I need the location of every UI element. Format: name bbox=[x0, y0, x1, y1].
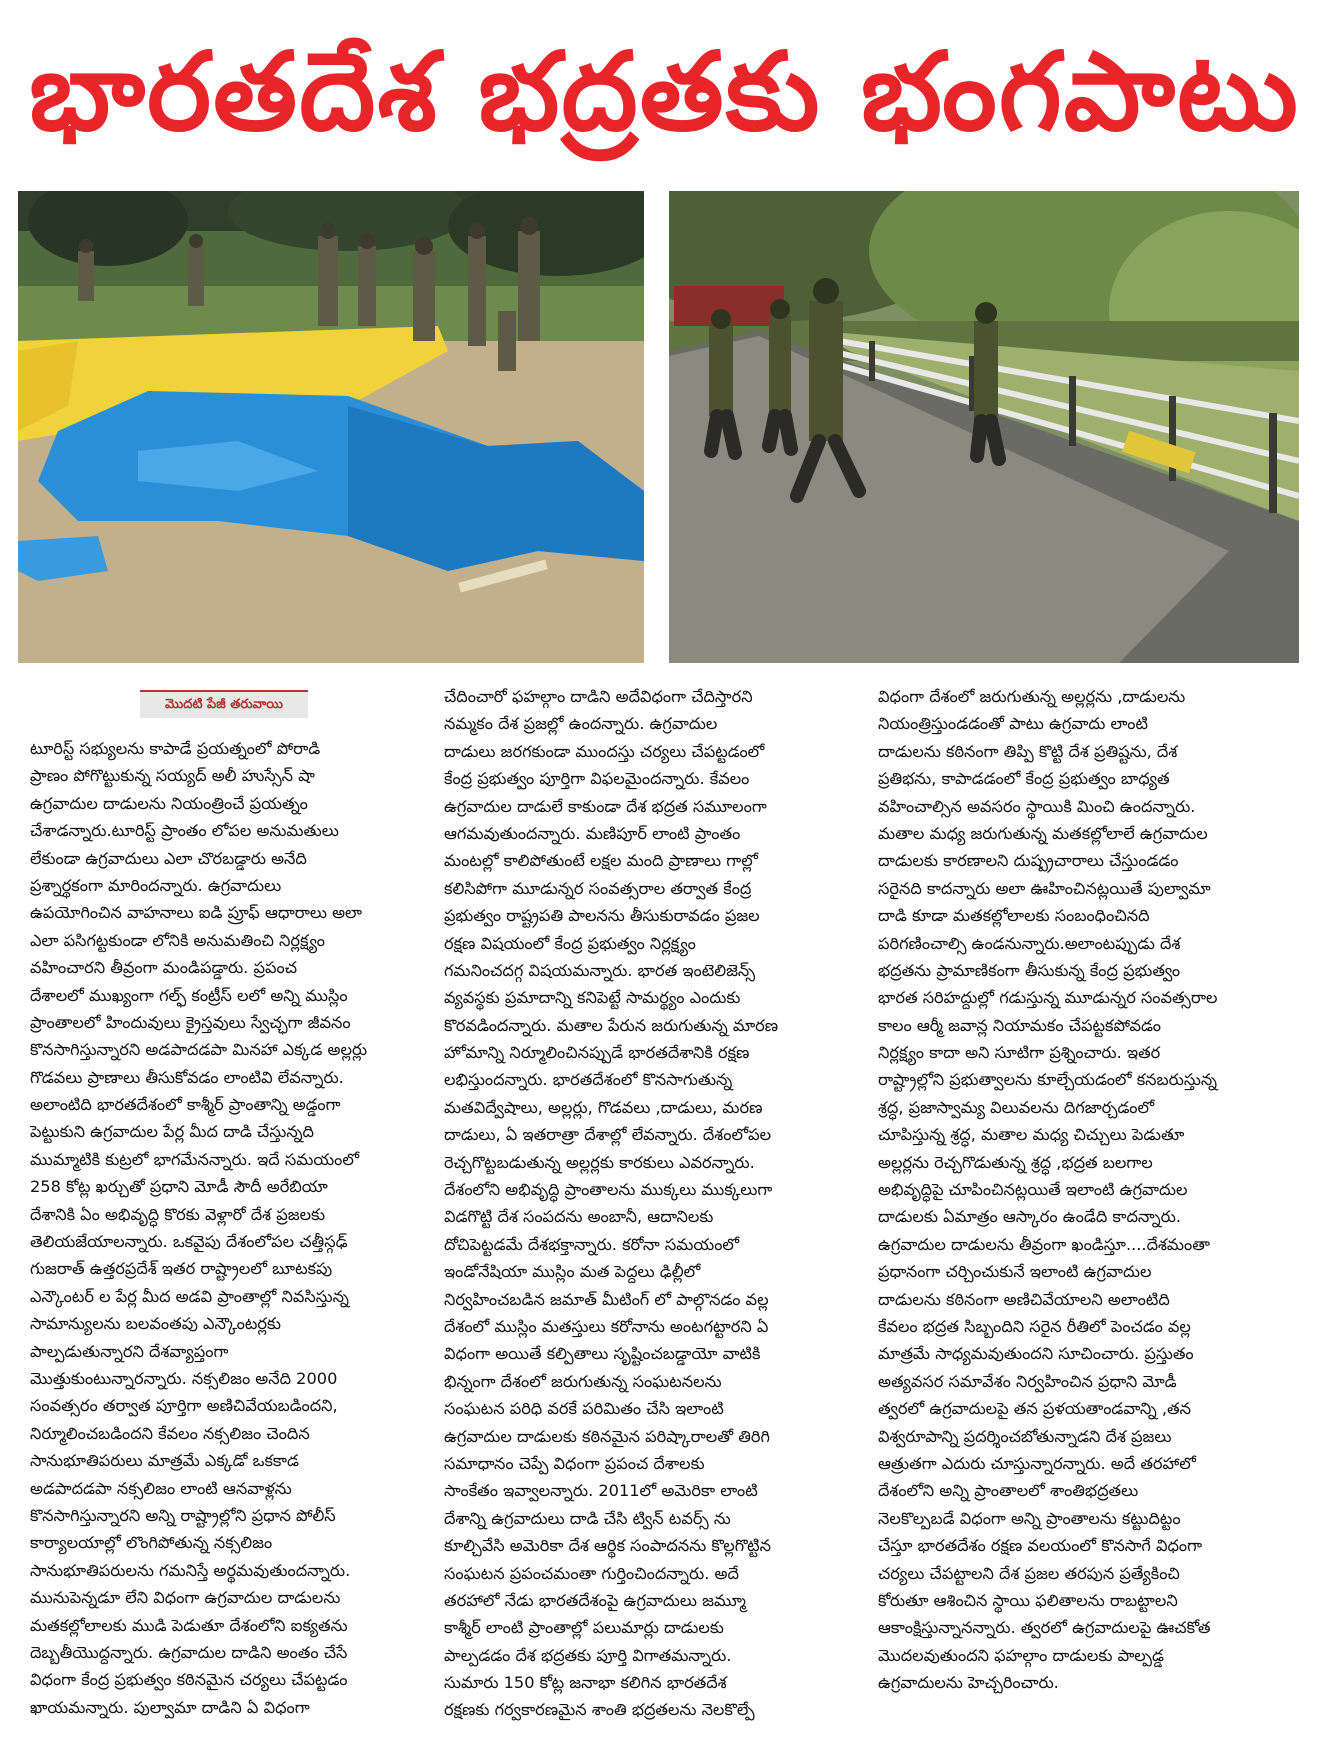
article-column-2 bbox=[444, 683, 866, 1724]
article-line: దేశంలోని అభివృద్ధి ప్రాంతాలను ముక్కలు ముక్కలుగా bbox=[444, 1180, 773, 1200]
article-column-3 bbox=[878, 683, 1298, 1696]
article-line: ఆకాంక్షిస్తున్నానన్నారు. త్వరలో ఉగ్రవాదులపై ఊచకోత bbox=[878, 1618, 1211, 1638]
article-line: కాలం ఆర్మీ జవాన్ల నియామకం చేపట్టకపోవడం bbox=[878, 1015, 1161, 1035]
article-line: సంఘటన పరిధి వరకే పరిమితం చేసి ఇలాంటి bbox=[444, 1399, 724, 1419]
article-line: కొనసాగిస్తున్నారని అడపాదడపా మినహా ఎక్కడ అల్లర్లు bbox=[30, 1040, 368, 1060]
article-line: చూపిస్తున్న శ్రద్ధ, మతాల మధ్య చిచ్చులు పెడుతూ bbox=[878, 1125, 1185, 1145]
article-line: ఉగ్రవాదుల దాడులను తీవ్రంగా ఖండిస్తూ....దేశమంతా bbox=[878, 1234, 1210, 1254]
article-line: టూరిస్ట్ సభ్యులను కాపాడే ప్రయత్నంలో పోరాడి bbox=[30, 739, 321, 758]
article-line: కొరవడిందన్నారు. మతాల పేరున జరుగుతున్న మారణ bbox=[444, 1015, 779, 1035]
article-line: రక్షణ విషయంలో కేంద్ర ప్రభుత్వం నిర్లక్ష్యం bbox=[444, 933, 696, 953]
continued-from-front-page-tag: మొదటి పేజీ తరువాయి bbox=[140, 690, 308, 718]
article-line: త్వరలో ఉగ్రవాదులపై తన ప్రళయతాండవాన్ని ,తన bbox=[878, 1399, 1191, 1419]
article-line: పరిగణించాల్సి ఉండనున్నారు.అలాంటప్పుడు దేశ bbox=[878, 933, 1181, 953]
article-line: లభిస్తుందన్నారు. భారతదేశంలో కొనసాగుతున్న bbox=[444, 1070, 733, 1090]
article-line: కేంద్ర ప్రభుత్వం పూర్తిగా విఫలమైందన్నారు. కేవలం bbox=[444, 769, 750, 789]
article-line: దాడి కూడా మతకల్లోలాలకు సంబంధించినది bbox=[878, 906, 1150, 926]
photo-right-illustration bbox=[669, 191, 1299, 663]
article-line: గుజరాత్ ఉత్తరప్రదేశ్ ఇతర రాష్ట్రాలలో బూటకపు bbox=[30, 1259, 333, 1279]
article-line: దాడులను కఠినంగా అణిచివేయాలని అలాంటిది bbox=[878, 1289, 1170, 1309]
article-line: నిర్లక్ష్యం కాదా అని సూటిగా ప్రశ్నించారు. ఇతర bbox=[878, 1043, 1161, 1063]
article-line: సంఘటన ప్రపంచమంతా గుర్తించిందన్నారు. అదే bbox=[444, 1563, 739, 1583]
article-line: ప్రశ్నార్థకంగా మారిందన్నారు. ఉగ్రవాదులు bbox=[30, 875, 282, 895]
article-column-1 bbox=[30, 735, 428, 1721]
article-line: దాడులు జరగకుండా ముందస్తు చర్యలు చేపట్టడంలో bbox=[444, 741, 765, 761]
article-line: ప్రతిభను, కాపాడడంలో కేంద్ర ప్రభుత్వం బాధ్యత bbox=[878, 769, 1170, 789]
article-line: వహించారని తీవ్రంగా మండిపడ్డారు. ప్రపంచ bbox=[30, 958, 298, 978]
article-line: అల్లర్లను రెచ్చగొడుతున్న శ్రద్ధ ,భద్రత బలగాల bbox=[878, 1152, 1153, 1172]
article-line: ఎలా పసిగట్టకుండా లోనికి అనుమతించి నిర్లక్ష్యం bbox=[30, 930, 325, 950]
article-line: మొత్తుకుంటున్నారన్నారు. నక్సలిజం అనేది 2000 bbox=[30, 1368, 338, 1388]
article-line: భిన్నంగా దేశంలో జరుగుతున్న సంఘటనలను bbox=[444, 1371, 722, 1391]
article-line: 258 కోట్ల ఖర్చుతో ప్రధాని మోడీ సౌదీ అరేబియా bbox=[30, 1177, 328, 1197]
article-line: ఆత్రుతగా ఎదురు చూస్తున్నారన్నారు. అదే తరహాలో bbox=[878, 1453, 1196, 1473]
article-line: దేశానికి ఏం అభివృద్ధి కొరకు వెళ్లారో దేశ ప్రజలకు bbox=[30, 1204, 326, 1224]
article-line: ఉగ్రవాదుల దాడులే కాకుండా దేశ భద్రత సమూలంగా bbox=[444, 796, 767, 816]
article-line: ఉగ్రవాదుల దాడులను నియంత్రించే ప్రయత్నం bbox=[30, 793, 308, 813]
article-line: ఉగ్రవాదులను హెచ్చరించారు. bbox=[878, 1673, 1059, 1693]
article-line: గొడవలు ప్రాణాలు తీసుకోవడం లాంటివి లేవన్నారు. bbox=[30, 1067, 344, 1087]
article-line: హోమాన్ని నిర్మూలించినప్పుడే భారతదేశానికి రక్షణ bbox=[444, 1043, 750, 1063]
article-line: భారత సరిహద్దుల్లో గడుస్తున్న మూడున్నర సంవత్సరాల bbox=[878, 988, 1218, 1008]
article-line: నిర్మూలించబడిందని కేవలం నక్సలిజం చెందిన bbox=[30, 1423, 310, 1443]
article-line: తెలియజేయాలన్నారు. ఒకవైపు దేశంలోపల చత్తీస్గఢ్ bbox=[30, 1232, 348, 1252]
photo-tarps-soldiers bbox=[18, 191, 644, 663]
article-line: నెలకొల్పబడే విధంగా అన్ని ప్రాంతాలను కట్టుదిట్టం bbox=[878, 1508, 1181, 1528]
article-line: మంటల్లో కాలిపోతుంటే లక్షల మంది ప్రాణాలు గాల్లో bbox=[444, 851, 758, 871]
article-line: నియంత్రిస్తుండడంతో పాటు ఉగ్రవాదు లాంటి bbox=[878, 714, 1148, 734]
article-line: సరైనది కాదన్నారు అలా ఊహించినట్లయితే పుల్వామా bbox=[878, 878, 1211, 898]
article-line: ఆగమవుతుందన్నారు. మణిపూర్ లాంటి ప్రాంతం bbox=[444, 823, 741, 843]
article-line: కోరుతూ ఆశించిన స్థాయి ఫలితాలను రాబట్టాలని bbox=[878, 1590, 1178, 1610]
article-line: కొనసాగిస్తున్నారని అన్ని రాష్ట్రాల్లోని ప్రధాన పోలీస్ bbox=[30, 1505, 336, 1525]
article-line: మతకల్లోలాలకు ముడి పెడుతూ దేశంలోని ఐక్యతను bbox=[30, 1615, 348, 1635]
article-line: విడగొట్టి దేశ సంపదను అంబానీ, ఆదానిలకు bbox=[444, 1207, 714, 1227]
photo-left-illustration bbox=[18, 191, 644, 663]
article-line: కూల్చివేసి అమెరికా దేశ ఆర్థిక సంపాదనను కొల్లగొట్టిన bbox=[444, 1536, 771, 1556]
article-line: రక్షణకు గర్వకారణమైన శాంతి భద్రతలను నెలకొల్పే bbox=[444, 1700, 755, 1720]
article-line: వ్యవస్థకు ప్రమాదాన్ని కనిపెట్టే సామర్థ్యం ఎందుకు bbox=[444, 988, 741, 1008]
article-line: ఉపయోగించిన వాహనాలు ఐడి ప్రూఫ్ ఆధారాలు అలా bbox=[30, 903, 362, 923]
article-line: దేశాన్ని ఉగ్రవాదులు దాడి చేసి ట్విన్ టవర్స్ ను bbox=[444, 1508, 731, 1528]
article-line: సంవత్సరం తర్వాత పూర్తిగా అణిచివేయబడిందని, bbox=[30, 1396, 338, 1416]
article-line: అభివృద్ధిపై చూపించినట్లయితే ఇలాంటి ఉగ్రవాదుల bbox=[878, 1180, 1188, 1200]
article-line: దేశాలలో ముఖ్యంగా గల్ఫ్ కంట్రీస్ లలో అన్ని ముస్లిం bbox=[30, 985, 348, 1005]
article-line: దాడులకు కారణాలని దుష్ప్రచారాలు చేస్తుండడం bbox=[878, 851, 1179, 871]
article-line: పాల్పడుతున్నారని దేశవ్యాప్తంగా bbox=[30, 1341, 229, 1361]
article-line: ప్రభుత్వం రాష్ట్రపతి పాలనను తీసుకురావడం ప్రజల bbox=[444, 906, 760, 926]
article-line: విధంగా కేంద్ర ప్రభుత్వం కఠినమైన చర్యలు చేపట్టడం bbox=[30, 1670, 348, 1690]
article-line: రాష్ట్రాల్లోని ప్రభుత్వాలను కూల్చేయడంలో కనబరుస్తున్న bbox=[878, 1070, 1218, 1090]
article-line: అత్యవసర సమావేశం నిర్వహించిన ప్రధాని మోడీ bbox=[878, 1371, 1177, 1391]
article-line: సామాన్యులను బలవంతపు ఎన్కౌంటర్లకు bbox=[30, 1314, 282, 1334]
article-line: మతవిద్వేషాలు, అల్లర్లు, గొడవలు ,దాడులు, మరణ bbox=[444, 1097, 763, 1117]
article-line: విశ్వరూపాన్ని ప్రదర్శించబోతున్నాడని దేశ ప్రజలు bbox=[878, 1426, 1172, 1446]
article-line: సమాధానం చెప్పే విధంగా ప్రపంచ దేశాలకు bbox=[444, 1453, 705, 1473]
article-line: రెచ్చగొట్టబడుతున్న అల్లర్లకు కారకులు ఎవరన్నారు. bbox=[444, 1152, 755, 1172]
headline: భారతదేశ భద్రతకు భంగపాటు bbox=[29, 30, 1300, 155]
article-line: దాడులకు ఏమాత్రం ఆస్కారం ఉండేది కాదన్నారు. bbox=[878, 1207, 1181, 1227]
article-line: తరహాలో నేడు భారతదేశంపై ఉగ్రవాదులు జమ్మూ bbox=[444, 1590, 747, 1610]
article-line: మాత్రమే సాధ్యమవుతుందని సూచించారు. ప్రస్తుతం bbox=[878, 1344, 1194, 1364]
article-line: ఉగ్రవాదుల దాడులకు కఠినమైన పరిష్కారాలతో తిరిగి bbox=[444, 1426, 770, 1446]
article-line: కేవలం భద్రత సిబ్బందిని సరైన రీతిలో పెంచడం వల్ల bbox=[878, 1316, 1191, 1336]
article-line: చర్యలు చేపట్టాలని దేశ ప్రజల తరపున ప్రత్యేకించి bbox=[878, 1563, 1180, 1583]
article-line: విధంగా దేశంలో జరుగుతున్న అల్లర్లను ,దాడులను bbox=[878, 687, 1186, 706]
article-line: చేదించారో ఫహల్గాం దాడిని అదేవిధంగా చేదిస్తారని bbox=[444, 687, 753, 706]
article-line: గమనించదగ్గ విషయమన్నారు. భారత ఇంటెలిజెన్స్ bbox=[444, 960, 756, 980]
article-line: దాడులను కఠినంగా తిప్పి కొట్టి దేశ ప్రతిష్టను, దేశ bbox=[878, 741, 1178, 761]
article-line: చేస్తూ భారతదేశం రక్షణ వలయంలో కొనసాగే విధంగా bbox=[878, 1536, 1203, 1556]
article-line: దోచిపెట్టడమే దేశభక్తాన్నారు. కరోనా సమయంలో bbox=[444, 1234, 740, 1254]
article-line: భద్రతను ప్రామాణికంగా తీసుకున్న కేంద్ర ప్రభుత్వం bbox=[878, 960, 1181, 980]
article-line: దెబ్బతీయొద్దన్నారు. ఉగ్రవాదుల దాడిని అంతం చేసే bbox=[30, 1642, 348, 1662]
article-line: ప్రధానంగా చర్చించుకునే ఇలాంటి ఉగ్రవాదుల bbox=[878, 1262, 1152, 1282]
article-line: మతాల మధ్య జరుగుతున్న మతకల్లోలాలే ఉగ్రవాదుల bbox=[878, 823, 1208, 843]
article-line: విధంగా అయితే కల్పితాలు సృష్టించబడ్డాయో వాటికి bbox=[444, 1344, 761, 1364]
article-line: శ్రద్ధ, ప్రజాస్వామ్య విలువలను దిగజార్చడంలో bbox=[878, 1097, 1155, 1117]
article-line: ఎన్కౌంటర్ ల పేర్ల మీద అడవి ప్రాంతాల్లో నివసిస్తున్న bbox=[30, 1286, 349, 1306]
article-line: అడపాదడపా నక్సలిజం లాంటి ఆనవాళ్లను bbox=[30, 1478, 292, 1498]
article-line: ఇండోనేషియా ముస్లిం మత పెద్దలు ఢిల్లీలో bbox=[444, 1262, 701, 1282]
article-line: దాడులు, ఏ ఇతరాత్రా దేశాల్లో లేవన్నారు. దేశంలోపల bbox=[444, 1125, 772, 1145]
article-line: మునుపెన్నడూ లేని విధంగా ఉగ్రవాదుల దాడులను bbox=[30, 1588, 341, 1608]
article-line: ముమ్మాటికి కుట్రలో భాగమేనన్నారు. ఇదే సమయంలో bbox=[30, 1149, 360, 1169]
article-line: కాశ్మీర్ లాంటి ప్రాంతాల్లో పలుమార్లు దాడులకు bbox=[444, 1618, 724, 1638]
article-line: ప్రాణం పోగొట్టుకున్న సయ్యద్ అలీ హుస్సేన్ షా bbox=[30, 766, 315, 786]
article-line: మొదలవుతుందని ఫహల్గాం దాడులకు పాల్పడ్డ bbox=[878, 1645, 1164, 1665]
article-line: సాంకేతం ఇవ్వాలన్నారు. 2011లో అమెరికా లాంటి bbox=[444, 1481, 758, 1501]
article-line: సుమారు 150 కోట్ల జనాభా కలిగిన భారతదేశ bbox=[444, 1673, 727, 1693]
article-line: కార్యాలయాల్లో లొంగిపోతున్న నక్సలిజం bbox=[30, 1533, 273, 1553]
article-line: దేశంలోని అన్ని ప్రాంతాలలో శాంతిభద్రతలు bbox=[878, 1481, 1139, 1501]
article-line: అలాంటిది భారతదేశంలో కాశ్మీర్ ప్రాంతాన్ని అడ్డంగా bbox=[30, 1095, 341, 1115]
article-line: వహించాల్సిన అవసరం స్థాయికి మించి ఉందన్నారు. bbox=[878, 796, 1196, 816]
article-line: పాల్పడడం దేశ భద్రతకు పూర్తి విగాతమన్నారు. bbox=[444, 1645, 732, 1665]
article-line: కలిసిపోగా మూడున్నర సంవత్సరాల తర్వాత కేంద్ర bbox=[444, 878, 752, 898]
article-line: చేశాడన్నారు.టూరిస్ట్ ప్రాంతం లోపల అనుమతులు bbox=[30, 821, 339, 841]
article-line: నమ్మకం దేశ ప్రజల్లో ఉందన్నారు. ఉగ్రవాదుల bbox=[444, 714, 718, 734]
article-line: పెట్టుకుని ఉగ్రవాదుల పేర్ల మీద దాడి చేస్తున్నది bbox=[30, 1122, 314, 1142]
article-line: సానుభూతిపరులను గమనిస్తే అర్థమవుతుందన్నారు. bbox=[30, 1560, 351, 1580]
photo-soldiers-bridge bbox=[669, 191, 1299, 663]
article-line: ఖాయమన్నారు. పుల్వామా దాడిని ఏ విధంగా bbox=[30, 1697, 310, 1717]
article-line: లేకుండా ఉగ్రవాదులు ఎలా చొరబడ్డారు అనేది bbox=[30, 848, 307, 868]
article-line: నిర్వహించబడిన జమాత్ మీటింగ్ లో పాల్గొనడం వల్ల bbox=[444, 1289, 769, 1309]
article-line: ప్రాంతాలలో హిందువులు క్రైస్తవులు స్వేచ్ఛగా జీవనం bbox=[30, 1012, 351, 1032]
article-line: దేశంలో ముస్లిం మతస్తులు కరోనాను అంటగట్టారని ఏ bbox=[444, 1316, 769, 1336]
article-line: సానుభూతిపరులు మాత్రమే ఎక్కడో ఒకకాడ bbox=[30, 1451, 299, 1471]
